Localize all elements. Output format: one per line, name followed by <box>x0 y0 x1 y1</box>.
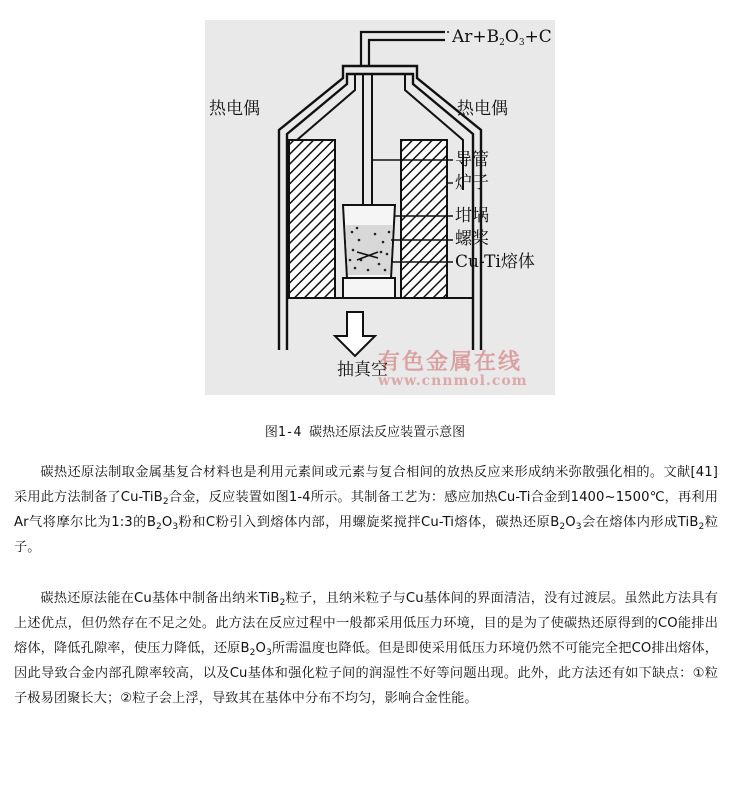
furnace-label: 炉子 <box>455 173 489 193</box>
thermocouple-left-label: 热电偶 <box>209 99 260 119</box>
impeller-label: 螺桨 <box>455 229 489 249</box>
furnace-right <box>401 140 447 298</box>
vacuum-label: 抽真空 <box>337 360 388 380</box>
vacuum-arrow-icon <box>335 312 375 356</box>
figure-caption: 图1-4 碳热还原法反应装置示意图 <box>264 425 466 440</box>
apparatus-figure <box>205 20 555 395</box>
gas-inlet-label: $Ar+B_2O_3+C$ <box>452 27 552 48</box>
pedestal <box>343 278 395 298</box>
gas-inlet-pipe <box>361 32 445 66</box>
paragraph-2: 碳热还原法能在Cu基体中制备出纳米TiB$_2$粒子，且纳米粒子与Cu基体间的界面清洁，没有过渡层。虽然此方法具有上述优点，但仍然存在不足之处。此方法在反应过程中一般都采用低压力环境，目的是为了使碳热还原得到的CO能排出熔体，降低孔隙率，使压力降低，还原$B_2O_3$所需温度也降低。但是即使采用低压力环境仍然不可能完全把CO排出熔体，因此导致合金内部孔隙率较高，以及Cu基体和强化粒子间的润湿性不好等问题出现。此外，此方法还有如下缺点：①粒子极易团聚长大；②粒子会上浮，导致其在基体中分布不均匀，影响合金性能。 <box>14 591 718 706</box>
watermark-text: 有色金属在线 <box>378 350 523 375</box>
furnace-left <box>289 140 335 298</box>
paragraph-1: 碳热还原法制取金属基复合材料也是利用元素间或元素与复合相间的放热反应来形成纳米弥散强化相的。文献[41]采用此方法制备了Cu-TiB$_2$合金，反应装置如图1-4所示。其制备工艺为：感应加热Cu-Ti合金到1400~1500℃，再利用Ar气将摩尔比为1:3的$B_2O_3$粉和C粉引入到熔体内部，用螺旋桨搅拌Cu-Ti熔体，碳热还原$B_2O_3$会在熔体内形成TiB$_2$粒子。 <box>14 465 719 555</box>
melt-label: Cu-Ti熔体 <box>455 252 535 272</box>
crucible-body <box>343 205 395 278</box>
watermark-url: www.cnnmol.com <box>378 373 528 389</box>
apparatus-diagram <box>205 20 555 395</box>
guide-tube-label: 导管 <box>455 150 489 170</box>
crucible-label: 坩埚 <box>455 206 489 226</box>
thermocouple-right-label: 热电偶 <box>457 99 508 119</box>
